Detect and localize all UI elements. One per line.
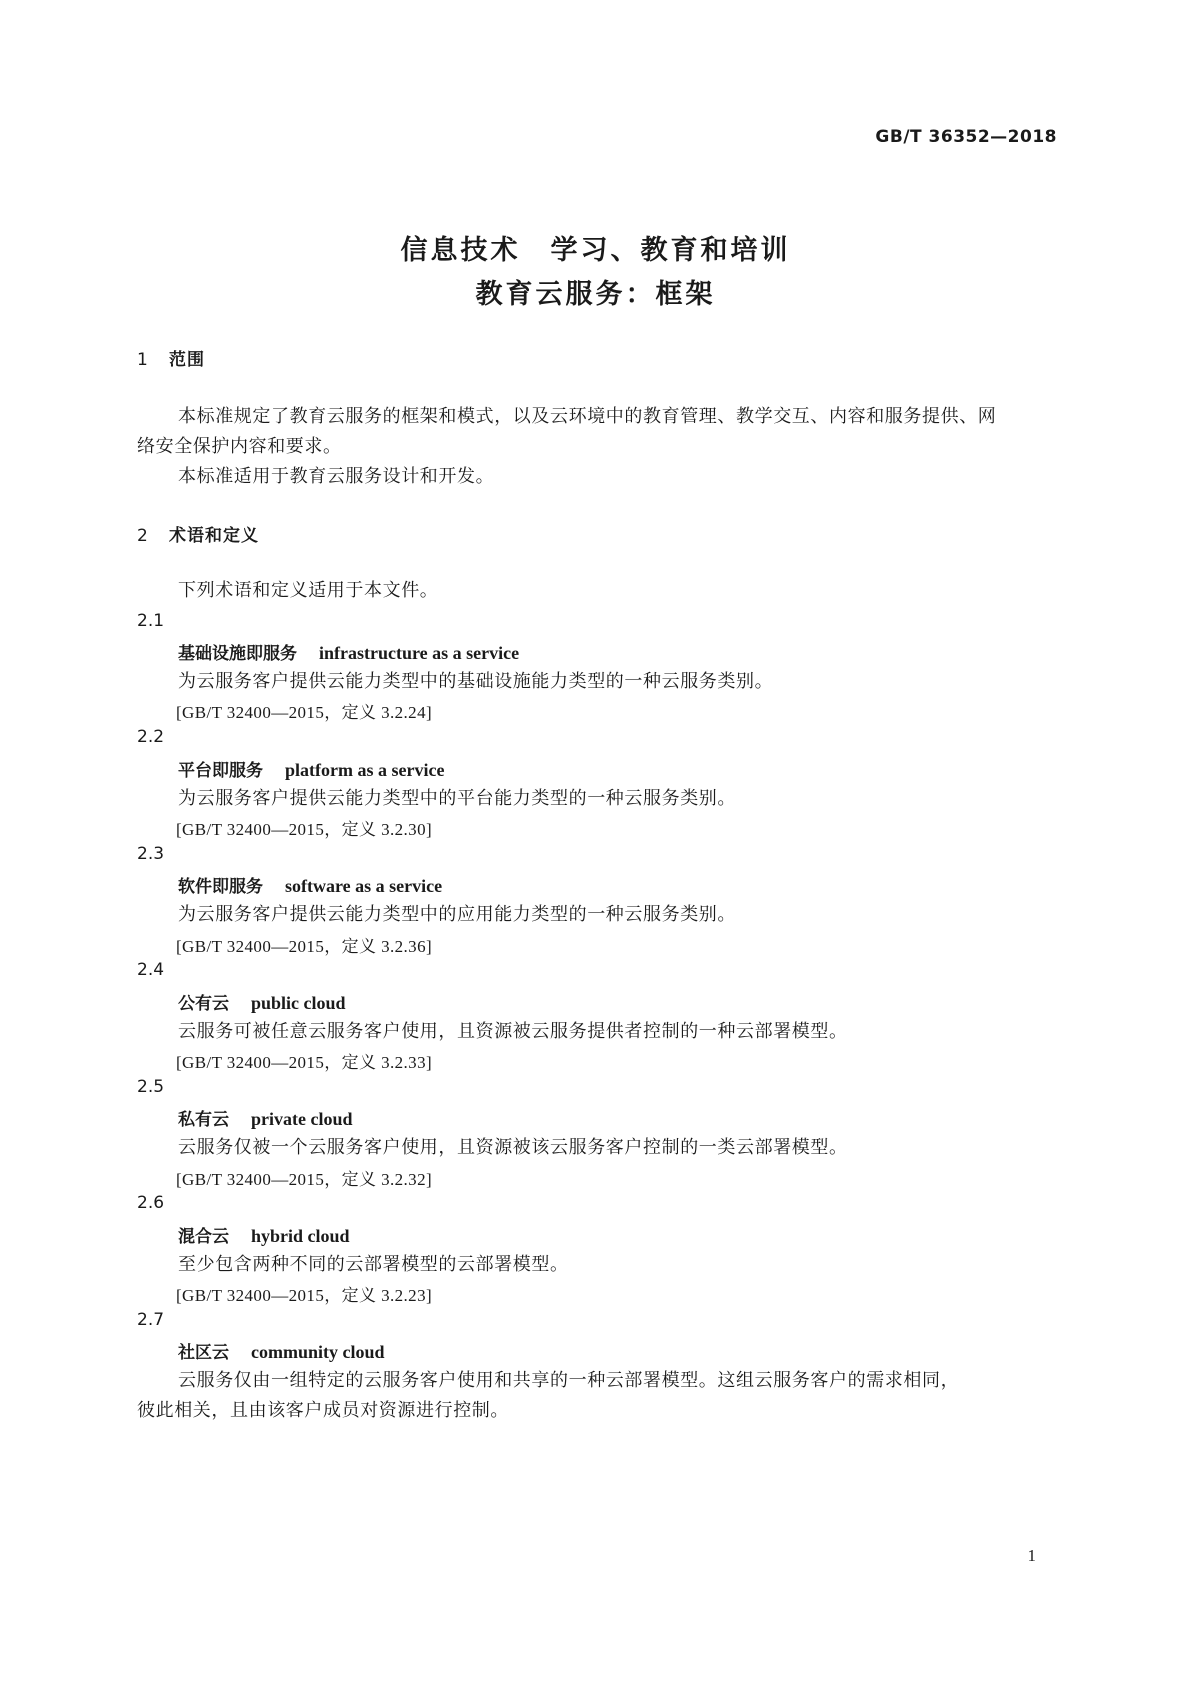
term-title — [178, 639, 519, 664]
standard-number: GB/T 36352—2018 — [875, 127, 1057, 147]
term-definition: 为云服务客户提供云能力类型中的应用能力类型的一种云服务类别。 — [178, 904, 736, 925]
term-number: 2.1 — [137, 611, 165, 631]
term-zh: 软件即服务 — [178, 877, 263, 897]
section-title: 术语和定义 — [169, 526, 259, 546]
terms-intro-text: 下列术语和定义适用于本文件。 — [178, 580, 439, 601]
term-definition-line-1: 云服务仅由一组特定的云服务客户使用和共享的一种云部署模型。这组云服务客户的需求相同， — [178, 1370, 960, 1391]
term-en: private cloud — [251, 1109, 353, 1129]
term-zh: 私有云 — [178, 1110, 229, 1130]
section-number: 1 — [137, 350, 149, 370]
scope-paragraph-2-text: 本标准适用于教育云服务设计和开发。 — [178, 466, 495, 487]
term-definition: 云服务可被任意云服务客户使用，且资源被云服务提供者控制的一种云部署模型。 — [178, 1021, 848, 1042]
term-zh: 社区云 — [178, 1343, 229, 1363]
term-zh: 平台即服务 — [178, 761, 263, 781]
section-title: 范围 — [169, 350, 205, 370]
term-definition: 至少包含两种不同的云部署模型的云部署模型。 — [178, 1254, 569, 1275]
term-number: 2.5 — [137, 1077, 165, 1097]
term-en: community cloud — [251, 1342, 385, 1362]
term-title — [178, 1338, 385, 1363]
term-definition: 为云服务客户提供云能力类型中的平台能力类型的一种云服务类别。 — [178, 788, 736, 809]
scope-paragraph-1-line-2: 络安全保护内容和要求。 — [137, 436, 342, 457]
term-title — [178, 1222, 350, 1247]
term-number: 2.4 — [137, 960, 165, 980]
term-number: 2.2 — [137, 727, 165, 747]
term-number: 2.3 — [137, 844, 165, 864]
term-source: [GB/T 32400—2015，定义 3.2.33] — [176, 1053, 433, 1072]
term-title — [178, 989, 346, 1014]
term-zh: 基础设施即服务 — [178, 644, 297, 664]
term-source: [GB/T 32400—2015，定义 3.2.36] — [176, 937, 433, 956]
term-definition-line-2: 彼此相关，且由该客户成员对资源进行控制。 — [137, 1400, 509, 1421]
section-2-heading — [137, 521, 259, 546]
term-title — [178, 872, 442, 897]
page-number: 1 — [1027, 1546, 1036, 1565]
document-title-line-2: 教育云服务：框架 — [475, 279, 716, 310]
term-en: public cloud — [251, 993, 346, 1013]
term-source: [GB/T 32400—2015，定义 3.2.30] — [176, 820, 433, 839]
term-title — [178, 756, 444, 781]
term-en: software as a service — [285, 876, 443, 896]
term-title — [178, 1105, 353, 1130]
scope-paragraph-1 — [137, 402, 1057, 462]
document-title-line-1: 信息技术 学习、教育和培训 — [400, 235, 791, 266]
terms-intro — [137, 576, 1057, 606]
term-en: infrastructure as a service — [319, 643, 520, 663]
term-definition: 为云服务客户提供云能力类型中的基础设施能力类型的一种云服务类别。 — [178, 671, 774, 692]
term-en: hybrid cloud — [251, 1226, 350, 1246]
section-number: 2 — [137, 526, 149, 546]
term-en: platform as a service — [285, 760, 445, 780]
term-number: 2.6 — [137, 1193, 165, 1213]
term-zh: 公有云 — [178, 994, 229, 1014]
section-1-heading — [137, 345, 205, 370]
scope-paragraph-1-line-1: 本标准规定了教育云服务的框架和模式，以及云环境中的教育管理、教学交互、内容和服务提供、网 — [178, 406, 997, 427]
term-definition: 云服务仅被一个云服务客户使用，且资源被该云服务客户控制的一类云部署模型。 — [178, 1137, 848, 1158]
term-source: [GB/T 32400—2015，定义 3.2.32] — [176, 1170, 433, 1189]
term-source: [GB/T 32400—2015，定义 3.2.24] — [176, 703, 433, 722]
term-zh: 混合云 — [178, 1227, 229, 1247]
scope-paragraph-2 — [137, 462, 1057, 492]
term-source: [GB/T 32400—2015，定义 3.2.23] — [176, 1286, 433, 1305]
term-number: 2.7 — [137, 1310, 165, 1330]
